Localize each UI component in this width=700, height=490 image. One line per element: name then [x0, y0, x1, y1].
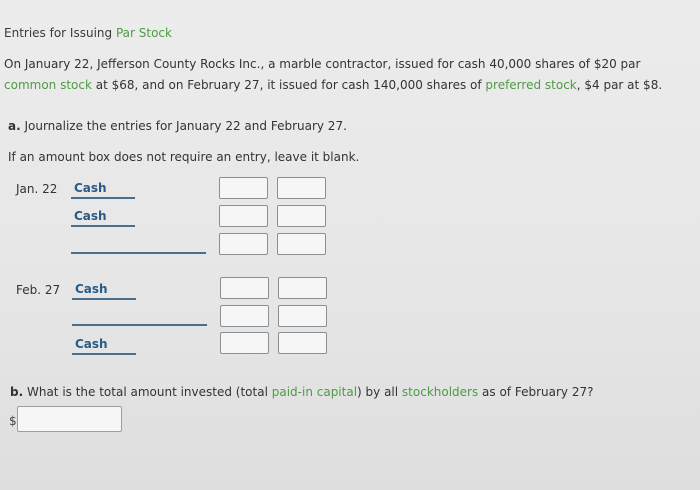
- jan-row-2-debit-input[interactable]: [219, 205, 268, 227]
- total-paid-in-capital-input[interactable]: [17, 406, 122, 432]
- jan-row-1-account: Cash: [74, 181, 107, 195]
- feb-row-3-credit-input[interactable]: [278, 332, 327, 354]
- feb-row-3-account: Cash: [75, 337, 108, 351]
- part-b-text-3: as of February 27?: [478, 385, 594, 399]
- preferred-stock-link[interactable]: preferred stock: [485, 78, 577, 92]
- part-a-question: [8, 119, 347, 133]
- part-a-text: Journalize the entries for January 22 and February 27.: [20, 119, 347, 133]
- jan-row-3-credit-input[interactable]: [277, 233, 326, 255]
- problem-line-2: [4, 78, 662, 92]
- feb-row-3-account-select[interactable]: [72, 353, 136, 355]
- jan-row-1-credit-input[interactable]: [277, 177, 326, 199]
- jan-row-1-account-select[interactable]: [71, 197, 135, 199]
- jan-22-date: Jan. 22: [16, 182, 58, 196]
- currency-symbol: $: [9, 414, 17, 428]
- blank-note: If an amount box does not require an entry, leave it blank.: [8, 150, 360, 164]
- par-stock-link[interactable]: Par Stock: [115, 26, 172, 40]
- jan-row-3-debit-input[interactable]: [219, 233, 268, 255]
- jan-row-2-account: Cash: [74, 209, 107, 223]
- feb-row-2-account-select[interactable]: [72, 324, 207, 326]
- feb-row-1-account-select[interactable]: [72, 298, 136, 300]
- part-a-label: a.: [8, 119, 21, 133]
- feb-row-3-debit-input[interactable]: [220, 332, 269, 354]
- title-text: Entries for Issuing: [4, 26, 116, 40]
- part-b-label: b.: [10, 385, 24, 399]
- feb-row-2-credit-input[interactable]: [278, 305, 327, 327]
- part-b-text-1: What is the total amount invested (total: [23, 385, 272, 399]
- part-b-question: [10, 385, 593, 399]
- feb-row-2-debit-input[interactable]: [220, 305, 269, 327]
- feb-row-1-credit-input[interactable]: [278, 277, 327, 299]
- problem-line-2-end: , $4 par at $8.: [576, 78, 663, 92]
- jan-row-1-debit-input[interactable]: [219, 177, 268, 199]
- jan-row-2-account-select[interactable]: [71, 225, 135, 227]
- part-b-text-2: ) by all: [357, 385, 402, 399]
- problem-line-1: On January 22, Jefferson County Rocks Inc., a marble contractor, issued for cash 40,000 shares of $20 par: [4, 57, 641, 71]
- common-stock-link[interactable]: common stock: [4, 78, 92, 92]
- jan-row-3-account-select[interactable]: [71, 252, 206, 254]
- problem-line-2-mid: at $68, and on February 27, it issued for cash 140,000 shares of: [91, 78, 486, 92]
- feb-row-1-account: Cash: [75, 282, 108, 296]
- paid-in-capital-link[interactable]: paid-in capital: [271, 385, 358, 399]
- feb-row-1-debit-input[interactable]: [220, 277, 269, 299]
- stockholders-link[interactable]: stockholders: [401, 385, 479, 399]
- page-title: [4, 26, 172, 40]
- feb-27-date: Feb. 27: [16, 283, 61, 297]
- jan-row-2-credit-input[interactable]: [277, 205, 326, 227]
